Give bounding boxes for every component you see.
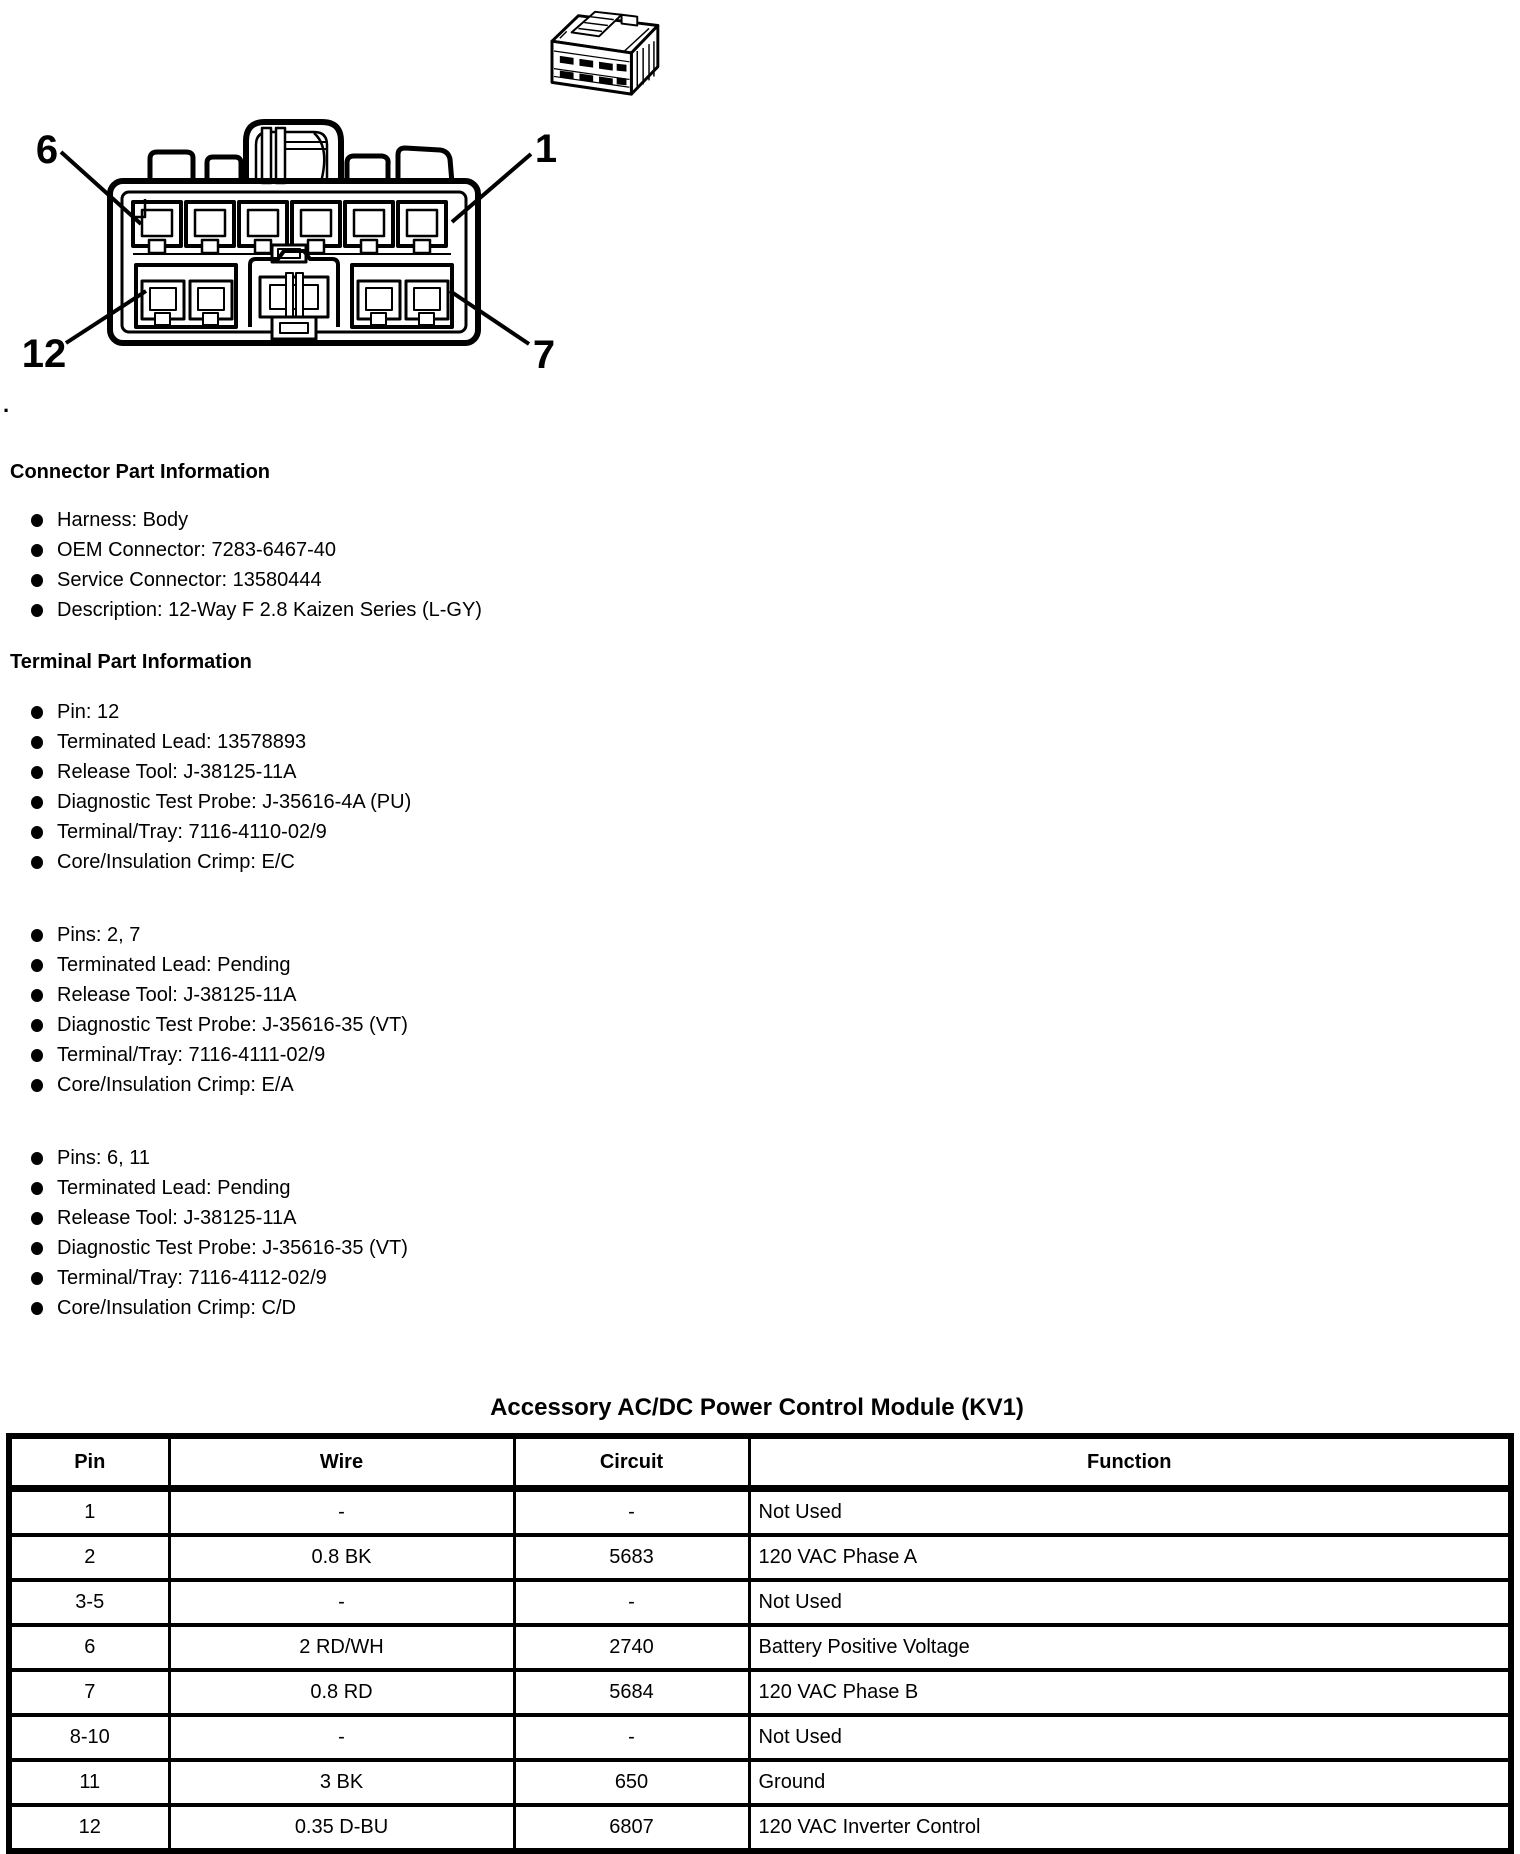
column-header-circuit: Circuit: [514, 1436, 749, 1489]
bullet-icon: [31, 1212, 43, 1225]
list-item: [31, 727, 411, 757]
pinout-table: [6, 1433, 1514, 1854]
release-tool-value: Release Tool: J-38125-11A: [57, 760, 297, 783]
terminal-tray-value: Terminal/Tray: 7116-4110-02/9: [57, 820, 327, 843]
core-insulation-crimp-value: Core/Insulation Crimp: E/A: [57, 1073, 294, 1096]
bullet-icon: [31, 856, 43, 869]
connector-face-diagram: [0, 95, 560, 405]
circuit-cell: -: [514, 1489, 749, 1536]
service-connector-value: Service Connector: 13580444: [57, 568, 322, 591]
function-cell: Ground: [749, 1760, 1511, 1805]
circuit-cell: 650: [514, 1760, 749, 1805]
bullet-icon: [31, 1019, 43, 1032]
connector-part-info-list: [31, 505, 482, 625]
list-item: [31, 1203, 408, 1233]
terminated-lead-value: Terminated Lead: Pending: [57, 1176, 291, 1199]
list-item: [31, 787, 411, 817]
pin-cell: 8-10: [9, 1715, 169, 1760]
list-item: [31, 757, 411, 787]
pinout-table-title: Accessory AC/DC Power Control Module (KV1): [490, 1394, 1024, 1421]
table-row: [9, 1715, 1511, 1760]
wire-cell: 0.35 D-BU: [169, 1805, 514, 1851]
pin-cell: 12: [9, 1805, 169, 1851]
bullet-icon: [31, 736, 43, 749]
circuit-cell: -: [514, 1580, 749, 1625]
bullet-icon: [31, 574, 43, 587]
table-row: [9, 1670, 1511, 1715]
list-item: [31, 1233, 408, 1263]
pin-label-1: 1: [534, 127, 558, 171]
table-row: [9, 1535, 1511, 1580]
pin-value: Pins: 2, 7: [57, 923, 141, 946]
wire-cell: 0.8 RD: [169, 1670, 514, 1715]
bullet-icon: [31, 1079, 43, 1092]
connector-part-info-heading: Connector Part Information: [10, 461, 271, 483]
core-insulation-crimp-value: Core/Insulation Crimp: C/D: [57, 1296, 296, 1319]
terminal-tray-value: Terminal/Tray: 7116-4112-02/9: [57, 1266, 327, 1289]
column-header-wire: Wire: [169, 1436, 514, 1489]
list-item: [31, 920, 408, 950]
list-item: [31, 1070, 408, 1100]
terminated-lead-value: Terminated Lead: Pending: [57, 953, 291, 976]
function-cell: Battery Positive Voltage: [749, 1625, 1511, 1670]
bullet-icon: [31, 826, 43, 839]
table-row: [9, 1625, 1511, 1670]
bullet-icon: [31, 1242, 43, 1255]
list-item: [31, 817, 411, 847]
terminated-lead-value: Terminated Lead: 13578893: [57, 730, 307, 753]
bullet-icon: [31, 1152, 43, 1165]
circuit-cell: 6807: [514, 1805, 749, 1851]
column-header-function: Function: [749, 1436, 1511, 1489]
terminal-tray-value: Terminal/Tray: 7116-4111-02/9: [57, 1043, 326, 1066]
function-cell: Not Used: [749, 1715, 1511, 1760]
list-item: [31, 505, 482, 535]
bullet-icon: [31, 766, 43, 779]
diagnostic-test-probe-value: Diagnostic Test Probe: J-35616-35 (VT): [57, 1236, 408, 1259]
pin-cell: 2: [9, 1535, 169, 1580]
wire-cell: 2 RD/WH: [169, 1625, 514, 1670]
circuit-cell: 2740: [514, 1625, 749, 1670]
wire-cell: -: [169, 1489, 514, 1536]
connector-3d-illustration-art: [527, 2, 675, 100]
diagnostic-test-probe-value: Diagnostic Test Probe: J-35616-35 (VT): [57, 1013, 408, 1036]
pin-label-7: 7: [532, 333, 556, 377]
bullet-icon: [31, 1272, 43, 1285]
oem-connector-value: OEM Connector: 7283-6467-40: [57, 538, 337, 561]
table-header-row: [9, 1436, 1511, 1489]
terminal-group-pin-12: [31, 697, 411, 877]
pin-label-6: 6: [35, 128, 59, 172]
bullet-icon: [31, 706, 43, 719]
function-cell: 120 VAC Phase B: [749, 1670, 1511, 1715]
bullet-icon: [31, 604, 43, 617]
terminal-part-info-heading: Terminal Part Information: [10, 651, 252, 673]
bullet-icon: [31, 1182, 43, 1195]
connector-face-art: [0, 95, 560, 405]
pin-label-12: 12: [21, 332, 67, 376]
function-cell: Not Used: [749, 1580, 1511, 1625]
list-item: [31, 980, 408, 1010]
list-item: [31, 1293, 408, 1323]
bullet-icon: [31, 1049, 43, 1062]
pin-cell: 7: [9, 1670, 169, 1715]
list-item: [31, 535, 482, 565]
bullet-icon: [31, 989, 43, 1002]
pin-value: Pins: 6, 11: [57, 1146, 151, 1169]
circuit-cell: -: [514, 1715, 749, 1760]
pin-value: Pin: 12: [57, 700, 120, 723]
pin-cell: 1: [9, 1489, 169, 1536]
list-item: [31, 1173, 408, 1203]
table-row: [9, 1580, 1511, 1625]
wire-cell: 0.8 BK: [169, 1535, 514, 1580]
circuit-cell: 5683: [514, 1535, 749, 1580]
bullet-icon: [31, 929, 43, 942]
core-insulation-crimp-value: Core/Insulation Crimp: E/C: [57, 850, 295, 873]
list-item: [31, 1040, 408, 1070]
list-item: [31, 1010, 408, 1040]
bullet-icon: [31, 959, 43, 972]
pin-cell: 6: [9, 1625, 169, 1670]
stray-period-mark: .: [3, 392, 10, 417]
terminal-group-pins-6-11: [31, 1143, 408, 1323]
list-item: [31, 697, 411, 727]
list-item: [31, 565, 482, 595]
function-cell: 120 VAC Inverter Control: [749, 1805, 1511, 1851]
table-row: [9, 1805, 1511, 1851]
release-tool-value: Release Tool: J-38125-11A: [57, 983, 297, 1006]
table-row: [9, 1760, 1511, 1805]
connector-3d-illustration: [527, 2, 675, 100]
terminal-group-pins-2-7: [31, 920, 408, 1100]
bullet-icon: [31, 544, 43, 557]
pin-cell: 11: [9, 1760, 169, 1805]
list-item: [31, 1263, 408, 1293]
list-item: [31, 1143, 408, 1173]
column-header-pin: Pin: [9, 1436, 169, 1489]
list-item: [31, 950, 408, 980]
description-value: Description: 12-Way F 2.8 Kaizen Series (L-GY): [57, 598, 482, 621]
bullet-icon: [31, 1302, 43, 1315]
function-cell: Not Used: [749, 1489, 1511, 1536]
bullet-icon: [31, 514, 43, 527]
wire-cell: -: [169, 1715, 514, 1760]
diagnostic-test-probe-value: Diagnostic Test Probe: J-35616-4A (PU): [57, 790, 412, 813]
table-row: [9, 1489, 1511, 1536]
function-cell: 120 VAC Phase A: [749, 1535, 1511, 1580]
harness-value: Harness: Body: [57, 508, 189, 531]
list-item: [31, 595, 482, 625]
bullet-icon: [31, 796, 43, 809]
circuit-cell: 5684: [514, 1670, 749, 1715]
wire-cell: 3 BK: [169, 1760, 514, 1805]
pin-cell: 3-5: [9, 1580, 169, 1625]
release-tool-value: Release Tool: J-38125-11A: [57, 1206, 297, 1229]
list-item: [31, 847, 411, 877]
wire-cell: -: [169, 1580, 514, 1625]
